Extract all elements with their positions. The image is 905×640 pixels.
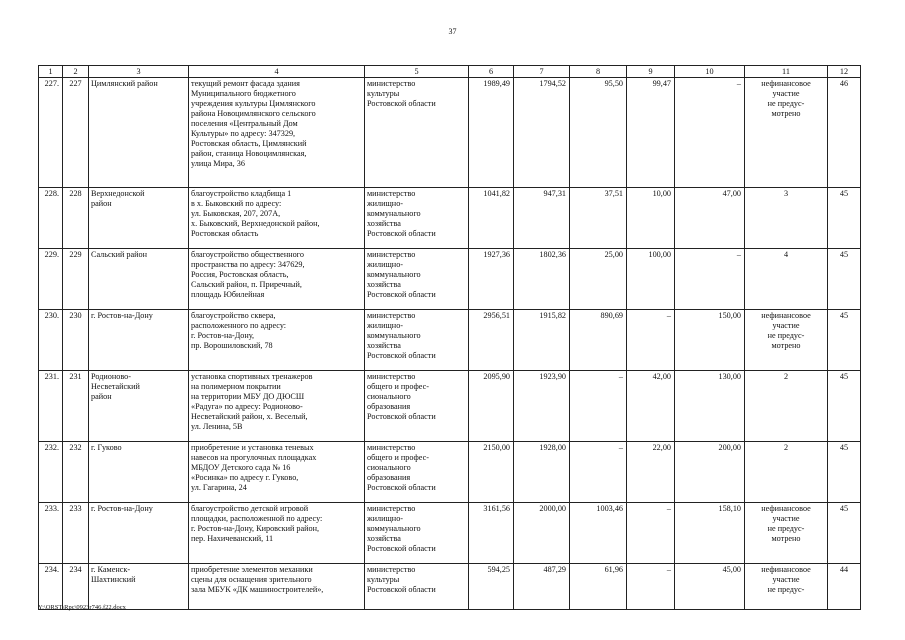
description-cell: приобретение элементов механики сцены для оснащения зрительного зала МБУК «ДК машиностроителей», — [189, 564, 365, 610]
value-col12-cell: 45 — [828, 310, 861, 371]
value-col12-cell: 45 — [828, 188, 861, 249]
value-col12-cell: 45 — [828, 371, 861, 442]
col-header: 5 — [365, 66, 469, 78]
row-index-cell: 234 — [63, 564, 89, 610]
row-index-cell: 227 — [63, 78, 89, 188]
value-col7-cell: 1915,82 — [514, 310, 570, 371]
value-col12-cell: 44 — [828, 564, 861, 610]
district-cell: Верхнедонской район — [89, 188, 189, 249]
value-col6-cell: 2095,90 — [469, 371, 514, 442]
value-col8-cell: 95,50 — [570, 78, 627, 188]
row-index-cell: 231 — [63, 371, 89, 442]
participation-cell: 2 — [745, 371, 828, 442]
row-number-cell: 227. — [39, 78, 63, 188]
value-col7-cell: 1928,00 — [514, 442, 570, 503]
value-col8-cell: 1003,46 — [570, 503, 627, 564]
page-number: 37 — [448, 27, 457, 36]
value-col6-cell: 594,25 — [469, 564, 514, 610]
description-cell: благоустройство детской игровой площадки, расположенной по адресу: г. Ростов-на-Дону, Кировский район, пер. Нахичеванский, 11 — [189, 503, 365, 564]
value-col8-cell: 61,96 — [570, 564, 627, 610]
participation-cell: нефинансовое участие не предус- — [745, 564, 828, 610]
description-cell: благоустройство общественного пространства по адресу: 347629, Россия, Ростовская область, Сальский район, п. Приречный, площадь Юбилейная — [189, 249, 365, 310]
row-number-cell: 230. — [39, 310, 63, 371]
ministry-cell: министерство культуры Ростовской области — [365, 78, 469, 188]
col-header: 8 — [570, 66, 627, 78]
header-row — [39, 66, 861, 78]
row-index-cell: 229 — [63, 249, 89, 310]
ministry-cell: министерство общего и профес- сионального образования Ростовской области — [365, 371, 469, 442]
value-col12-cell: 46 — [828, 78, 861, 188]
col-header: 6 — [469, 66, 514, 78]
table-row — [39, 442, 861, 503]
value-col7-cell: 1802,36 — [514, 249, 570, 310]
ministry-cell: министерство общего и профес- сионального образования Ростовской области — [365, 442, 469, 503]
table-row — [39, 78, 861, 188]
value-col9-cell: 99,47 — [627, 78, 675, 188]
table-row — [39, 564, 861, 610]
value-col9-cell: – — [627, 310, 675, 371]
description-cell: благоустройство сквера, расположенного по адресу: г. Ростов-на-Дону, пр. Ворошиловский, 78 — [189, 310, 365, 371]
row-number-cell: 231. — [39, 371, 63, 442]
ministry-cell: министерство культуры Ростовской области — [365, 564, 469, 610]
value-col7-cell: 487,29 — [514, 564, 570, 610]
value-col10-cell: 150,00 — [675, 310, 745, 371]
ministry-cell: министерство жилищно- коммунального хозяйства Ростовской области — [365, 249, 469, 310]
value-col12-cell: 45 — [828, 249, 861, 310]
row-number-cell: 232. — [39, 442, 63, 503]
value-col9-cell: 42,00 — [627, 371, 675, 442]
value-col8-cell: 25,00 — [570, 249, 627, 310]
value-col12-cell: 45 — [828, 442, 861, 503]
participation-cell: нефинансовое участие не предус- мотрено — [745, 78, 828, 188]
value-col10-cell: 47,00 — [675, 188, 745, 249]
table-row — [39, 310, 861, 371]
table-row — [39, 249, 861, 310]
row-index-cell: 228 — [63, 188, 89, 249]
value-col10-cell: 45,00 — [675, 564, 745, 610]
participation-cell: 2 — [745, 442, 828, 503]
district-cell: Родионово- Несветайский район — [89, 371, 189, 442]
district-cell: г. Каменск- Шахтинский — [89, 564, 189, 610]
value-col6-cell: 1927,36 — [469, 249, 514, 310]
value-col7-cell: 2000,00 — [514, 503, 570, 564]
table-row — [39, 188, 861, 249]
col-header: 2 — [63, 66, 89, 78]
district-cell: Сальский район — [89, 249, 189, 310]
value-col6-cell: 2956,51 — [469, 310, 514, 371]
table-row — [39, 371, 861, 442]
col-header: 10 — [675, 66, 745, 78]
row-index-cell: 232 — [63, 442, 89, 503]
description-cell: благоустройство кладбища 1 в х. Быковский по адресу: ул. Быковская, 207, 207А, х. Быковский, Верхнедонской район, Ростовская область — [189, 188, 365, 249]
district-cell: Цимлянский район — [89, 78, 189, 188]
participation-cell: 3 — [745, 188, 828, 249]
value-col6-cell: 1041,82 — [469, 188, 514, 249]
data-table — [38, 65, 861, 610]
col-header: 4 — [189, 66, 365, 78]
table-row — [39, 503, 861, 564]
value-col8-cell: – — [570, 371, 627, 442]
value-col8-cell: 37,51 — [570, 188, 627, 249]
value-col8-cell: – — [570, 442, 627, 503]
value-col9-cell: 10,00 — [627, 188, 675, 249]
participation-cell: нефинансовое участие не предус- мотрено — [745, 310, 828, 371]
row-index-cell: 230 — [63, 310, 89, 371]
col-header: 11 — [745, 66, 828, 78]
value-col10-cell: 158,10 — [675, 503, 745, 564]
participation-cell: 4 — [745, 249, 828, 310]
value-col10-cell: – — [675, 249, 745, 310]
value-col10-cell: 130,00 — [675, 371, 745, 442]
value-col9-cell: – — [627, 564, 675, 610]
district-cell: г. Гуково — [89, 442, 189, 503]
row-number-cell: 233. — [39, 503, 63, 564]
value-col6-cell: 3161,56 — [469, 503, 514, 564]
value-col7-cell: 1794,52 — [514, 78, 570, 188]
value-col12-cell: 45 — [828, 503, 861, 564]
description-cell: установка спортивных тренажеров на полимерном покрытии на территории МБУ ДО ДЮСШ «Радуга» по адресу: Родионово- Несветайский район, х. Веселый, ул. Ленина, 5В — [189, 371, 365, 442]
description-cell: текущий ремонт фасада здания Муниципального бюджетного учреждения культуры Цимлянского района Новоцимлянского сельского поселения «Центральный Дом Культуры» по адресу: 347329, Ростовская область, Цимлянский район, станица Новоцимлянская, улица Мира, 36 — [189, 78, 365, 188]
row-index-cell: 233 — [63, 503, 89, 564]
description-cell: приобретение и установка теневых навесов на прогулочных площадках МБДОУ Детского сада № 16 «Росинка» по адресу г. Гуково, ул. Гагарина, 24 — [189, 442, 365, 503]
district-cell: г. Ростов-на-Дону — [89, 310, 189, 371]
value-col7-cell: 947,31 — [514, 188, 570, 249]
row-number-cell: 229. — [39, 249, 63, 310]
value-col9-cell: 22,00 — [627, 442, 675, 503]
ministry-cell: министерство жилищно- коммунального хозяйства Ростовской области — [365, 188, 469, 249]
district-cell: г. Ростов-на-Дону — [89, 503, 189, 564]
value-col9-cell: – — [627, 503, 675, 564]
value-col8-cell: 890,69 — [570, 310, 627, 371]
value-col7-cell: 1923,90 — [514, 371, 570, 442]
file-path-footer: Y:\ORST\Rpc\0923r746.f22.docx — [38, 604, 126, 611]
ministry-cell: министерство жилищно- коммунального хозяйства Ростовской области — [365, 503, 469, 564]
value-col6-cell: 1989,49 — [469, 78, 514, 188]
col-header: 9 — [627, 66, 675, 78]
row-number-cell: 228. — [39, 188, 63, 249]
ministry-cell: министерство жилищно- коммунального хозяйства Ростовской области — [365, 310, 469, 371]
value-col10-cell: 200,00 — [675, 442, 745, 503]
col-header: 12 — [828, 66, 861, 78]
col-header: 1 — [39, 66, 63, 78]
col-header: 7 — [514, 66, 570, 78]
value-col10-cell: – — [675, 78, 745, 188]
row-number-cell: 234. — [39, 564, 63, 610]
value-col6-cell: 2150,00 — [469, 442, 514, 503]
participation-cell: нефинансовое участие не предус- мотрено — [745, 503, 828, 564]
col-header: 3 — [89, 66, 189, 78]
value-col9-cell: 100,00 — [627, 249, 675, 310]
